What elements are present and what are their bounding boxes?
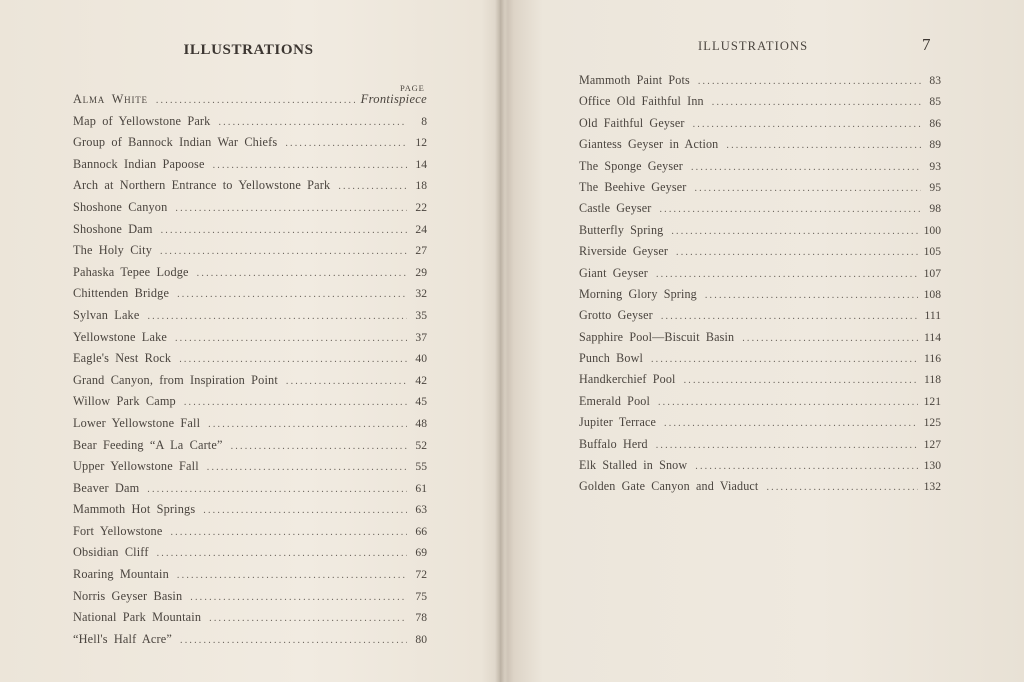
illustration-title: Eagle's Nest Rock — [73, 351, 172, 366]
list-item — [579, 391, 941, 412]
illustration-title: Pahaska Tepee Lodge — [73, 264, 189, 279]
leader-dots — [180, 630, 407, 652]
illustration-title: Shoshone Canyon — [73, 199, 168, 214]
leader-dots — [656, 264, 918, 285]
page-ref: 55 — [415, 460, 427, 474]
illustration-title: Giantess Geyser in Action — [579, 137, 719, 152]
leader-dots — [691, 157, 921, 178]
illustration-title: Chittenden Bridge — [73, 286, 170, 301]
leader-dots — [658, 392, 918, 413]
page-ref: 86 — [929, 116, 941, 130]
illustration-title: Bear Feeding “A La Carte” — [73, 437, 223, 452]
page-ref: 107 — [923, 266, 941, 280]
page-ref: 63 — [415, 503, 427, 517]
illustration-title: Morning Glory Spring — [579, 286, 697, 301]
page-ref: 118 — [924, 373, 941, 387]
list-item — [579, 327, 941, 348]
leader-dots — [671, 221, 917, 242]
page-number: 7 — [922, 35, 931, 54]
illustration-title: Group of Bannock Indian War Chiefs — [73, 135, 278, 150]
leader-dots — [766, 477, 917, 498]
illustration-title: Upper Yellowstone Fall — [73, 459, 199, 474]
page-ref: 98 — [929, 202, 941, 216]
leader-dots — [656, 435, 918, 456]
list-item — [579, 220, 941, 241]
page-ref: 8 — [421, 114, 427, 128]
illustration-title: Emerald Pool — [579, 393, 650, 408]
right-illustration-list — [579, 70, 941, 498]
page-ref: 127 — [923, 437, 941, 451]
leader-dots — [726, 135, 921, 156]
leader-dots — [698, 71, 921, 92]
illustration-title: The Beehive Geyser — [579, 179, 687, 194]
left-page-heading: ILLUSTRATIONS — [183, 42, 314, 58]
page-ref: 66 — [415, 524, 427, 538]
page-ref: 40 — [415, 352, 427, 366]
page-ref: 69 — [415, 546, 427, 560]
illustration-title: Handkerchief Pool — [579, 372, 676, 387]
leader-dots — [207, 457, 407, 479]
illustration-title: “Hell's Half Acre” — [73, 631, 172, 646]
page-ref: Frontispiece — [360, 92, 427, 106]
illustration-title: The Sponge Geyser — [579, 158, 683, 173]
illustration-title: Mammoth Hot Springs — [73, 502, 196, 517]
list-item — [73, 305, 427, 327]
page-ref: 27 — [415, 244, 427, 258]
illustration-title: Willow Park Camp — [73, 394, 176, 409]
page-ref: 48 — [415, 416, 427, 430]
right-page-heading: ILLUSTRATIONS — [698, 39, 809, 53]
page-ref: 29 — [415, 265, 427, 279]
list-item — [73, 391, 427, 413]
leader-dots — [651, 349, 918, 370]
list-item — [73, 327, 427, 349]
list-item — [579, 412, 941, 433]
list-item — [73, 564, 427, 586]
illustration-title: Jupiter Terrace — [579, 415, 657, 430]
list-item — [579, 177, 941, 198]
list-item — [73, 348, 427, 370]
list-item — [579, 434, 941, 455]
leader-dots — [170, 522, 407, 544]
page-ref: 114 — [924, 330, 941, 344]
page-ref: 121 — [923, 394, 941, 408]
leader-dots — [285, 133, 407, 155]
list-item — [73, 456, 427, 478]
leader-dots — [676, 242, 918, 263]
illustration-title: Lower Yellowstone Fall — [73, 415, 201, 430]
illustration-title: Sapphire Pool—Biscuit Basin — [579, 329, 735, 344]
illustration-title: Castle Geyser — [579, 201, 652, 216]
page-ref: 12 — [415, 136, 427, 150]
leader-dots — [156, 90, 355, 112]
list-item — [73, 89, 427, 111]
list-item — [579, 305, 941, 326]
page-ref: 125 — [923, 416, 941, 430]
leader-dots — [147, 306, 407, 328]
leader-dots — [209, 608, 407, 630]
illustration-title: Golden Gate Canyon and Viaduct — [579, 479, 759, 494]
list-item — [73, 240, 427, 262]
illustration-title: Riverside Geyser — [579, 244, 669, 259]
page-ref: 100 — [923, 223, 941, 237]
list-item — [73, 542, 427, 564]
illustration-title: Bannock Indian Papoose — [73, 156, 205, 171]
page-ref: 32 — [415, 287, 427, 301]
left-illustration-list — [73, 89, 427, 650]
illustration-title: Shoshone Dam — [73, 221, 153, 236]
page-ref: 108 — [923, 287, 941, 301]
page-ref: 37 — [415, 330, 427, 344]
leader-dots — [184, 392, 407, 414]
page-ref: 45 — [415, 395, 427, 409]
illustration-title: Yellowstone Lake — [73, 329, 167, 344]
illustration-title: Map of Yellowstone Park — [73, 113, 211, 128]
leader-dots — [160, 241, 407, 263]
leader-dots — [175, 198, 407, 220]
page-ref: 130 — [923, 459, 941, 473]
illustration-title: The Holy City — [73, 243, 152, 258]
page-ref: 22 — [415, 200, 427, 214]
list-item — [579, 91, 941, 112]
list-item — [579, 198, 941, 219]
list-item — [73, 521, 427, 543]
leader-dots — [147, 479, 407, 501]
left-page — [0, 0, 497, 682]
page-ref: 72 — [415, 568, 427, 582]
list-item — [73, 283, 427, 305]
leader-dots — [693, 114, 921, 135]
right-page — [503, 0, 1024, 682]
leader-dots — [190, 587, 407, 609]
illustration-title: Old Faithful Geyser — [579, 115, 685, 130]
list-item — [73, 607, 427, 629]
page-column-label: PAGE — [400, 83, 425, 93]
list-item — [579, 476, 941, 497]
leader-dots — [208, 414, 407, 436]
list-item — [73, 499, 427, 521]
leader-dots — [157, 543, 407, 565]
page-ref: 52 — [415, 438, 427, 452]
list-item — [579, 113, 941, 134]
leader-dots — [694, 178, 921, 199]
illustration-title: Obsidian Cliff — [73, 545, 149, 560]
illustration-title: Giant Geyser — [579, 265, 648, 280]
page-ref: 18 — [415, 179, 427, 193]
leader-dots — [175, 328, 407, 350]
page-ref: 24 — [415, 222, 427, 236]
page-ref: 78 — [415, 611, 427, 625]
list-item — [73, 197, 427, 219]
list-item — [73, 370, 427, 392]
illustration-title: Grotto Geyser — [579, 308, 653, 323]
list-item — [579, 369, 941, 390]
list-item — [73, 262, 427, 284]
leader-dots — [684, 370, 918, 391]
illustration-title: Grand Canyon, from Inspiration Point — [73, 372, 278, 387]
leader-dots — [286, 371, 407, 393]
page-ref: 105 — [923, 245, 941, 259]
list-item — [579, 455, 941, 476]
page-ref: 116 — [924, 352, 941, 366]
illustration-title: National Park Mountain — [73, 610, 202, 625]
list-item — [73, 219, 427, 241]
page-ref: 83 — [929, 74, 941, 87]
list-item — [73, 413, 427, 435]
list-item — [579, 241, 941, 262]
leader-dots — [695, 456, 917, 477]
page-ref: 132 — [923, 480, 941, 494]
leader-dots — [712, 92, 921, 113]
leader-dots — [177, 284, 407, 306]
illustration-title: Butterfly Spring — [579, 222, 664, 237]
illustration-title: Sylvan Lake — [73, 307, 140, 322]
illustration-title: Beaver Dam — [73, 480, 140, 495]
illustration-title: Norris Geyser Basin — [73, 588, 183, 603]
illustration-title: Buffalo Herd — [579, 436, 648, 451]
leader-dots — [213, 155, 407, 177]
leader-dots — [179, 349, 407, 371]
page-ref: 35 — [415, 308, 427, 322]
illustration-title: Arch at Northern Entrance to Yellowstone Park — [73, 178, 331, 193]
leader-dots — [338, 176, 407, 198]
leader-dots — [231, 436, 407, 458]
leader-dots — [659, 199, 921, 220]
leader-dots — [661, 306, 919, 327]
leader-dots — [742, 328, 918, 349]
leader-dots — [705, 285, 918, 306]
leader-dots — [203, 500, 407, 522]
illustration-title: Office Old Faithful Inn — [579, 94, 704, 109]
list-item — [73, 111, 427, 133]
list-item — [579, 263, 941, 284]
leader-dots — [664, 413, 918, 434]
list-item — [73, 175, 427, 197]
page-ref: 61 — [415, 481, 427, 495]
list-item — [73, 435, 427, 457]
list-item — [579, 284, 941, 305]
list-item — [579, 70, 941, 91]
page-ref: 80 — [415, 632, 427, 646]
illustration-title: Fort Yellowstone — [73, 523, 163, 538]
list-item — [73, 478, 427, 500]
list-item — [73, 586, 427, 608]
page-ref: 42 — [415, 373, 427, 387]
page-ref: 14 — [415, 157, 427, 171]
illustration-title: Roaring Mountain — [73, 567, 169, 582]
page-ref: 89 — [929, 138, 941, 152]
page-ref: 85 — [929, 95, 941, 109]
leader-dots — [177, 565, 407, 587]
list-item — [73, 629, 427, 651]
page-ref: 75 — [415, 589, 427, 603]
leader-dots — [218, 112, 407, 134]
leader-dots — [197, 263, 407, 285]
list-item — [73, 154, 427, 176]
page-ref: 95 — [929, 180, 941, 194]
page-ref: 111 — [924, 309, 941, 323]
illustration-title: Alma White — [73, 92, 148, 106]
page-ref: 93 — [929, 159, 941, 173]
list-item — [579, 156, 941, 177]
leader-dots — [161, 220, 407, 242]
list-item — [73, 132, 427, 154]
list-item — [579, 134, 941, 155]
list-item — [579, 348, 941, 369]
illustration-title: Mammoth Paint Pots — [579, 73, 690, 87]
illustration-title: Elk Stalled in Snow — [579, 458, 688, 473]
illustration-title: Punch Bowl — [579, 351, 643, 366]
